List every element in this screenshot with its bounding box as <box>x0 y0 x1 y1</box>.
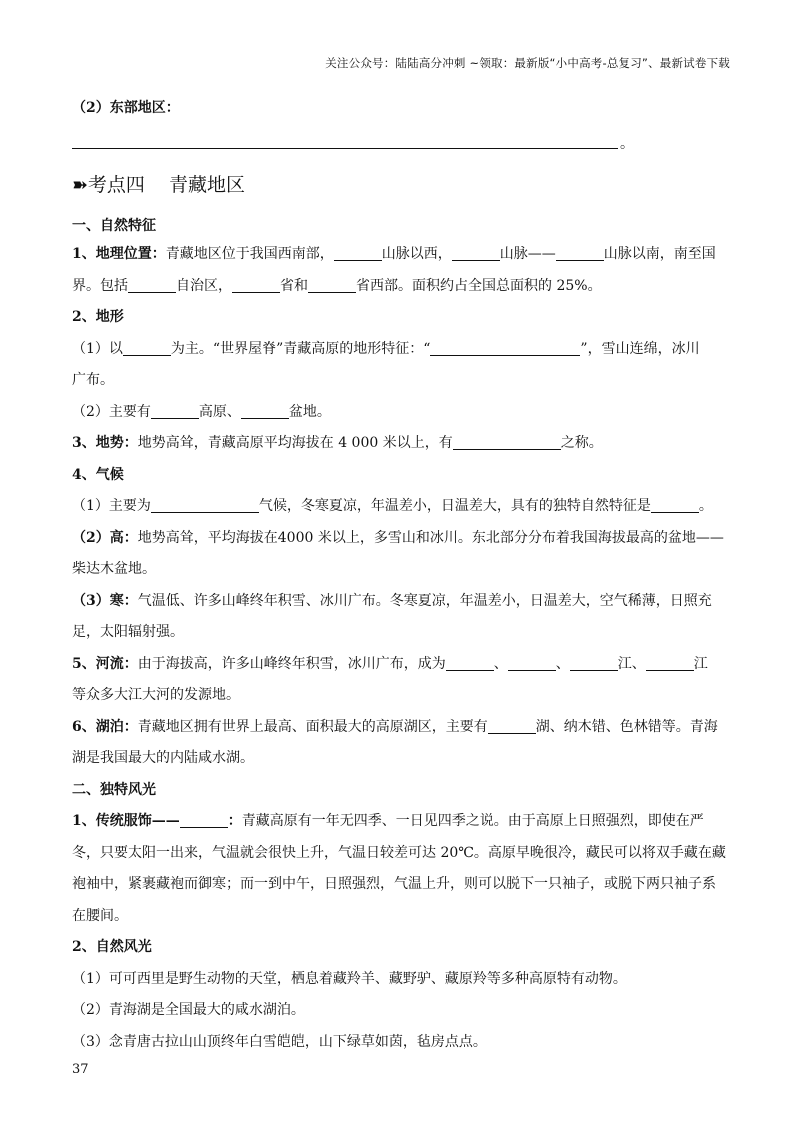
rivers-line-1: 5、河流：由于海拔高，许多山峰终年积雪，冰川广布，成为 、 、 江、 江 <box>72 656 708 672</box>
scenery-item-2: （2）青海湖是全国最大的咸水湖泊。 <box>72 1002 305 1018</box>
part2-title: 二、独特风光 <box>72 782 156 798</box>
answer-line-end: 。 <box>620 136 634 152</box>
terrain-item-2: （2）主要有 高原、 盆地。 <box>72 404 331 420</box>
scenery-item-3: （3）念青唐古拉山山顶终年白雪皑皑，山下绿草如茵，毡房点点。 <box>72 1034 487 1050</box>
section-number: 考点四 <box>87 174 145 196</box>
rivers-line-2: 等众多大江大河的发源地。 <box>72 687 240 703</box>
scenery-item-1: （1）可可西里是野生动物的天堂，栖息着藏羚羊、藏野驴、藏原羚等多种高原特有动物。 <box>72 971 627 987</box>
clothing-line-3: 袍袖中，紧裹藏袍而御寒；而一到中午，日照强烈，气温上升，则可以脱下一只袖子，或脱下两只袖子系 <box>72 876 716 892</box>
location-line-1: 1、地理位置：青藏地区位于我国西南部， 山脉以西， 山脉—— 山脉以南，南至国 <box>72 246 716 262</box>
east-region-label: （2）东部地区： <box>72 100 180 116</box>
arrow-icon: ➽ <box>72 174 88 196</box>
terrain-item-1: （1）以 为主。“世界屋脊”青藏高原的地形特征：“ ”，雪山连绵，冰川 <box>72 341 700 357</box>
clothing-line-2: 冬，只要太阳一出来，气温就会很快上升，气温日较差可达 20℃。高原早晚很冷，藏民可以将双手藏在藏 <box>72 845 726 861</box>
climate-item-3-cont: 足，太阳辐射强。 <box>72 624 184 640</box>
section-name: 青藏地区 <box>168 174 245 196</box>
part1-title: 一、自然特征 <box>72 218 156 234</box>
climate-item-2-cont: 柴达木盆地。 <box>72 561 156 577</box>
clothing-line-1: 1、传统服饰—— ：青藏高原有一年无四季、一日见四季之说。由于高原上日照强烈，即使在严 <box>72 813 704 829</box>
page-header: 关注公众号：陆陆高分冲刺 ~领取：最新版“小中高考-总复习”、最新试卷下载 <box>325 56 730 70</box>
location-line-2: 界。包括 自治区， 省和 省西部。面积约占全国总面积的 25%。 <box>72 278 602 294</box>
page-number: 37 <box>72 1062 89 1077</box>
answer-line <box>72 148 618 149</box>
terrain-heading: 2、地形 <box>72 309 124 325</box>
elevation-line: 3、地势：地势高耸，青藏高原平均海拔在 4 000 米以上，有 之称。 <box>72 435 603 451</box>
lakes-line-1: 6、湖泊：青藏地区拥有世界上最高、面积最大的高原湖区，主要有 湖、纳木错、色林错等。青海 <box>72 719 718 735</box>
climate-item-2: （2）高：地势高耸，平均海拔在4000 米以上，多雪山和冰川。东北部分分布着我国海拔最高的盆地—— <box>72 530 724 546</box>
climate-item-1: （1）主要为 气候，冬寒夏凉，年温差小，日温差大，具有的独特自然特征是 。 <box>72 498 713 514</box>
clothing-line-4: 在腰间。 <box>72 908 128 924</box>
section-heading <box>72 170 245 197</box>
scenery-heading: 2、自然风光 <box>72 939 152 955</box>
lakes-line-2: 湖是我国最大的内陆咸水湖。 <box>72 750 254 766</box>
terrain-item-1-cont: 广布。 <box>72 372 114 388</box>
climate-heading: 4、气候 <box>72 467 124 483</box>
climate-item-3: （3）寒：气温低、许多山峰终年积雪、冰川广布。冬寒夏凉，年温差小，日温差大，空气稀薄，日照充 <box>72 593 712 609</box>
